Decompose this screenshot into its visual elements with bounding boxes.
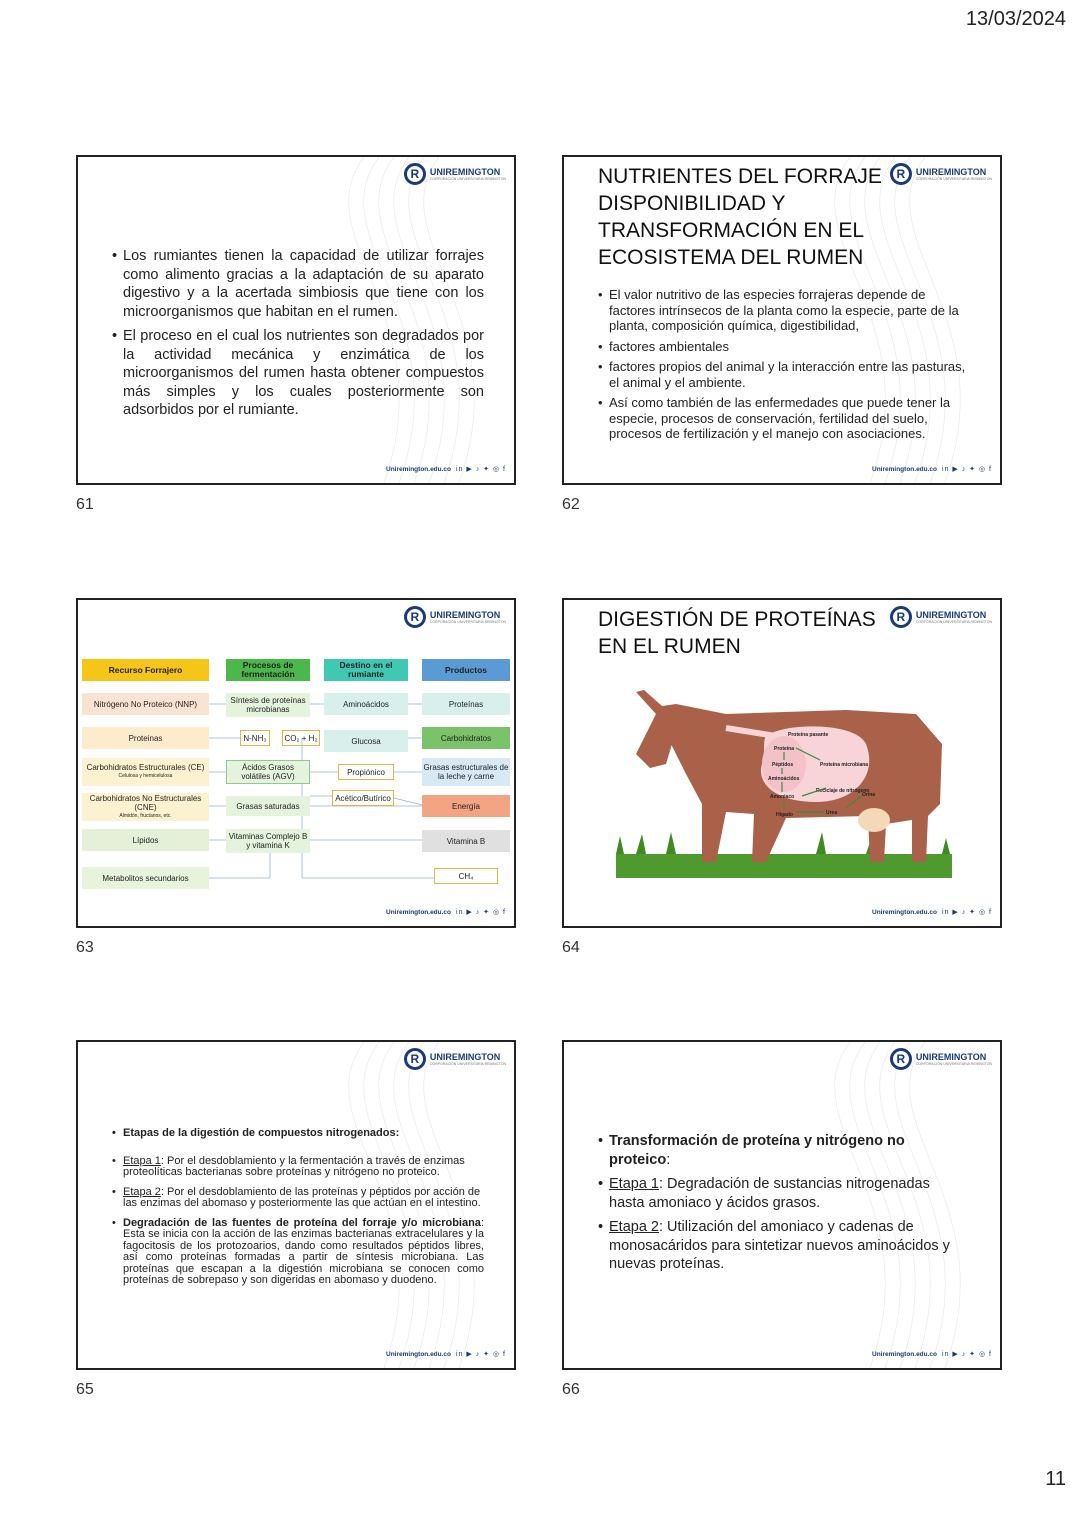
recurso-ce: Carbohidratos Estructurales (CE) Celulosa y hemicelulosa <box>82 758 209 786</box>
slide-footer: Uniremington.edu.co in ▶ ♪ ✦ ◎ f <box>872 1350 992 1358</box>
slide-65 <box>76 1040 516 1370</box>
recurso-lipidos: Lípidos <box>82 829 209 851</box>
slide-number: 63 <box>76 939 94 956</box>
label-proteina: Proteína <box>774 746 795 752</box>
page-number: 11 <box>1045 1468 1066 1490</box>
logo-r-icon: R <box>404 163 426 185</box>
social-icons: in ▶ ♪ ✦ ◎ f <box>456 909 506 916</box>
slide-66 <box>562 1040 1002 1370</box>
slide-footer: Uniremington.edu.co in ▶ ♪ ✦ ◎ f <box>386 465 506 473</box>
proceso-agv: Ácidos Grasos volátiles (AGV) <box>226 760 310 784</box>
bullet-item: • Etapa 2: Utilización del amoniaco y cadenas de monosacáridos para sintetizar nuevos aminoácidos y nuevas proteínas. <box>598 1218 968 1274</box>
bullet-list <box>112 247 484 420</box>
bullet-item: • Etapa 1: Degradación de sustancias nitrogenadas hasta amoniaco y ácidos grasos. <box>598 1175 968 1212</box>
label-proteina-pasante: Proteína pasante <box>788 732 829 738</box>
bullet-item: • Etapa 2: Por el desdoblamiento de las proteínas y péptidos por acción de las enzimas del abomaso y posteriormente las que actúan en el intestino. <box>112 1187 484 1210</box>
social-icons: in ▶ ♪ ✦ ◎ f <box>942 909 992 916</box>
slide-footer: Uniremington.edu.co in ▶ ♪ ✦ ◎ f <box>386 908 506 916</box>
print-date: 13/03/2024 <box>965 8 1066 30</box>
proceso-vitaminas: Vitaminas Complejo B y vitamina K <box>226 829 310 853</box>
label-orina: Orina <box>862 792 876 798</box>
bullet-list <box>112 1128 484 1287</box>
bullet-item: • factores ambientales <box>598 339 966 355</box>
slide-footer: Uniremington.edu.co in ▶ ♪ ✦ ◎ f <box>386 1350 506 1358</box>
slide-64 <box>562 598 1002 928</box>
logo-r-icon: R <box>404 1048 426 1070</box>
uniremington-logo: R UNIREMINGTON CORPORACIÓN UNIVERSITARIA REMINGTON <box>890 606 992 628</box>
bullet-heading: • Transformación de proteína y nitrógeno no proteico: <box>598 1132 968 1169</box>
bullet-item: • Así como también de las enfermedades que puede tener la especie, procesos de conservación, fertilidad del suelo, procesos de fertilización y el manejo con asociaciones. <box>598 395 966 442</box>
recurso-cne: Carbohidratos No Estructurales (CNE) Almidón, fructanos, etc. <box>82 793 209 821</box>
social-icons: in ▶ ♪ ✦ ◎ f <box>456 466 506 473</box>
label-reciclaje: Reciclaje de nitrógeno <box>816 788 870 794</box>
cow-rumen-illustration <box>616 684 956 894</box>
header-destino: Destino en el rumiante <box>324 659 408 681</box>
label-amoniaco: Amoniaco <box>770 794 795 800</box>
slide-number: 65 <box>76 1381 94 1398</box>
uniremington-logo: R UNIREMINGTON CORPORACIÓN UNIVERSITARIA REMINGTON <box>404 163 506 185</box>
bullet-item: • Los rumiantes tienen la capacidad de utilizar forrajes como alimento gracias a la adaptación de su aparato digestivo y a la acertada simbiosis que tiene con los microorganismos que habitan en el rumen. <box>112 247 484 321</box>
destino-glucosa: Glucosa <box>324 730 408 752</box>
proceso-co2-h2: CO₂ + H₂ <box>282 730 320 746</box>
slide-footer: Uniremington.edu.co in ▶ ♪ ✦ ◎ f <box>872 465 992 473</box>
header-productos: Productos <box>422 659 510 681</box>
label-urea: Urea <box>826 810 838 816</box>
logo-r-icon: R <box>890 1048 912 1070</box>
logo-r-icon: R <box>890 163 912 185</box>
logo-r-icon: R <box>890 606 912 628</box>
social-icons: in ▶ ♪ ✦ ◎ f <box>456 1351 506 1358</box>
uniremington-logo: R UNIREMINGTON CORPORACIÓN UNIVERSITARIA REMINGTON <box>890 1048 992 1070</box>
proceso-sintesis: Síntesis de proteínas microbianas <box>226 693 310 717</box>
uniremington-logo: R UNIREMINGTON CORPORACIÓN UNIVERSITARIA REMINGTON <box>890 163 992 185</box>
slide-number: 62 <box>562 496 580 513</box>
slide-number: 61 <box>76 496 94 513</box>
bullet-heading: • Etapas de la digestión de compuestos nitrogenados: <box>112 1128 484 1140</box>
bullet-item: • factores propios del animal y la interacción entre las pasturas, el animal y el ambiente. <box>598 359 966 390</box>
social-icons: in ▶ ♪ ✦ ◎ f <box>942 466 992 473</box>
bullet-item: • Etapa 1: Por el desdoblamiento y la fermentación a través de enzimas proteolíticas bacterianas sobre proteínas y nitrógeno no proteico. <box>112 1156 484 1179</box>
recurso-nnp: Nitrógeno No Proteico (NNP) <box>82 693 209 715</box>
label-proteina-microbiana: Proteína microbiana <box>820 762 869 768</box>
header-procesos: Procesos de fermentación <box>226 659 310 681</box>
label-aminoacidos: Aminoácidos <box>768 776 800 782</box>
label-peptidos: Péptidos <box>772 762 794 768</box>
producto-carbohidratos: Carbohidratos <box>422 727 510 749</box>
bullet-item: • El proceso en el cual los nutrientes son degradados por la actividad mecánica y enzimática de los microorganismos del rumen hasta obtener compuestos más simples y los cuales posteriormente son adsorbidos por el rumiante. <box>112 327 484 420</box>
slide-title: NUTRIENTES DEL FORRAJE DISPONIBILIDAD Y TRANSFORMACIÓN EN EL ECOSISTEMA DEL RUMEN <box>598 165 882 269</box>
producto-proteinas: Proteínas <box>422 693 510 715</box>
recurso-proteinas: Proteinas <box>82 727 209 749</box>
header-recurso-forrajero: Recurso Forrajero <box>82 659 209 681</box>
proceso-nnh3: N-NH₃ <box>240 730 270 746</box>
proceso-grasas: Grasas saturadas <box>226 796 310 816</box>
uniremington-logo: R UNIREMINGTON CORPORACIÓN UNIVERSITARIA REMINGTON <box>404 1048 506 1070</box>
producto-vitamina-b: Vitamina B <box>422 830 510 852</box>
bullet-item: • El valor nutritivo de las especies forrajeras depende de factores intrínsecos de la planta como la especie, parte de la planta, composición química, digestibilidad, <box>598 287 966 334</box>
label-higado: Hígado <box>776 812 793 818</box>
destino-acetico: Acético/Butírico <box>332 790 394 806</box>
producto-grasas: Grasas estructurales de la leche y carne <box>422 758 510 786</box>
slide-61 <box>76 155 516 485</box>
slide-63 <box>76 598 516 928</box>
slide-number: 64 <box>562 939 580 956</box>
destino-aminoacidos: Aminoácidos <box>324 693 408 715</box>
destino-propionico: Propiónico <box>338 764 394 780</box>
logo-r-icon: R <box>404 606 426 628</box>
slide-title: DIGESTIÓN DE PROTEÍNAS EN EL RUMEN <box>598 608 876 658</box>
producto-ch4: CH₄ <box>434 868 498 884</box>
bullet-list <box>598 1132 968 1274</box>
bullet-list <box>598 287 966 442</box>
slide-footer: Uniremington.edu.co in ▶ ♪ ✦ ◎ f <box>872 908 992 916</box>
recurso-metabolitos: Metabolitos secundarios <box>82 867 209 889</box>
bullet-item: • Degradación de las fuentes de proteína del forraje y/o microbiana: Esta se inicia con la acción de las enzimas bacterianas extracelulares y la fagocitosis de los protozoarios, dando como resultados péptidos libres, así como proteínas formadas a partir de síntesis microbiana. Las proteínas que escapan a la digestión microbiana se conocen como proteínas de sobrepaso y son digeridas en abomaso y duodeno. <box>112 1218 484 1287</box>
slide-number: 66 <box>562 1381 580 1398</box>
slide-62 <box>562 155 1002 485</box>
uniremington-logo: R UNIREMINGTON CORPORACIÓN UNIVERSITARIA REMINGTON <box>404 606 506 628</box>
social-icons: in ▶ ♪ ✦ ◎ f <box>942 1351 992 1358</box>
producto-energia: Energía <box>422 795 510 817</box>
